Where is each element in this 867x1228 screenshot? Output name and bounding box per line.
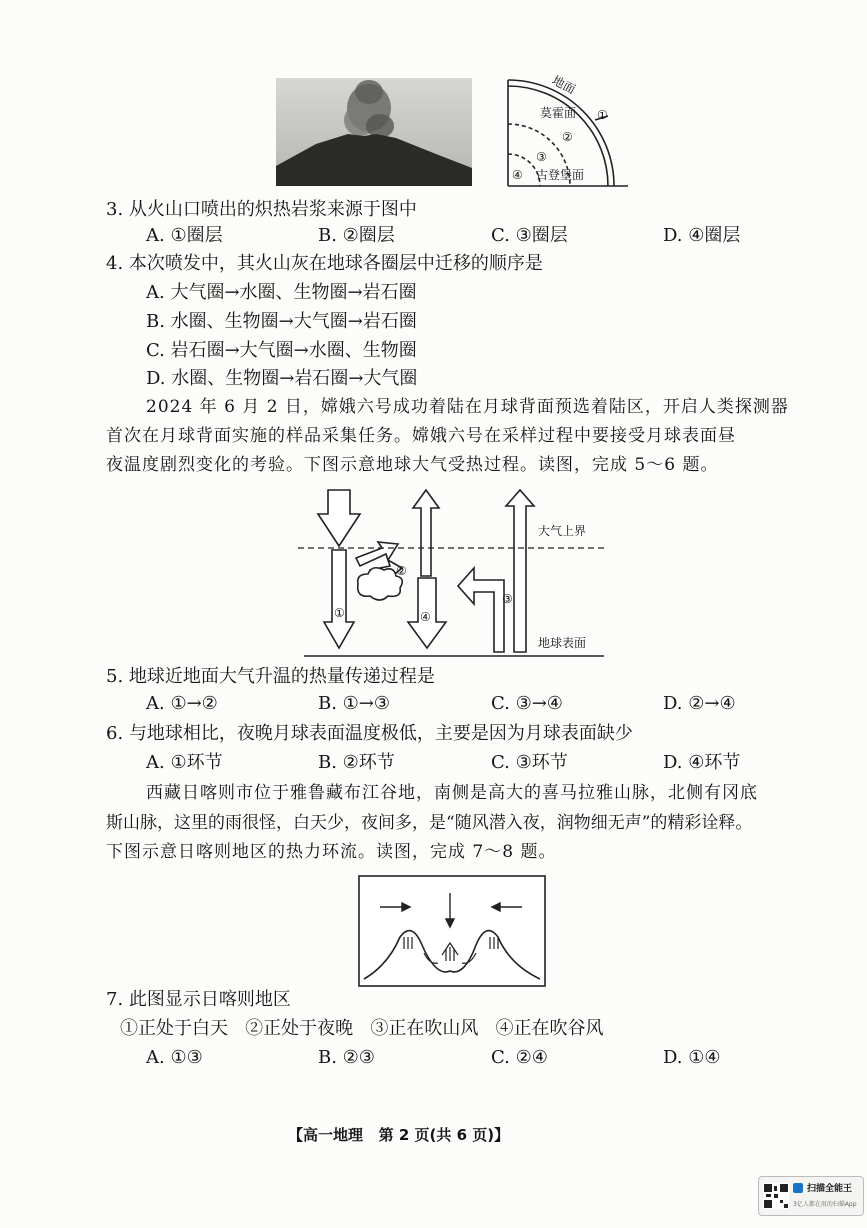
question-5-option-a[interactable]: A. ①→② [146, 693, 218, 714]
question-6-stem: 6. 与地球相比，夜晚月球表面温度极低，主要是因为月球表面缺少 [106, 723, 633, 744]
question-7-option-a[interactable]: A. ①③ [146, 1047, 203, 1068]
question-7-option-b[interactable]: B. ②③ [318, 1047, 375, 1068]
question-5-option-b[interactable]: B. ①→③ [318, 693, 391, 714]
arrow-solar-radiation [318, 490, 360, 546]
layer-marker-2: ② [562, 130, 573, 144]
moho-label: 莫霍面 [540, 106, 577, 120]
qr-code-icon [763, 1183, 789, 1209]
question-7-option-c[interactable]: C. ②④ [491, 1047, 548, 1068]
question-4-option-b[interactable]: B. 水圈、生物圈→大气圈→岩石圈 [146, 311, 417, 332]
question-3-option-b[interactable]: B. ②圈层 [318, 225, 395, 246]
question-5-stem: 5. 地球近地面大气升温的热量传递过程是 [106, 666, 435, 687]
question-4-option-a[interactable]: A. 大气圈→水圈、生物圈→岩石圈 [146, 282, 417, 303]
ground-label: 地面 [549, 73, 578, 97]
question-5-option-c[interactable]: C. ③→④ [491, 693, 563, 714]
question-6-option-c[interactable]: C. ③环节 [491, 752, 568, 773]
question-6-option-b[interactable]: B. ②环节 [318, 752, 395, 773]
question-3-stem: 3. 从火山口喷出的炽热岩浆来源于图中 [106, 199, 417, 220]
earth-layers-figure [500, 74, 630, 190]
passage-7-8-line-2: 斯山脉，这里的雨很怪，白天少，夜间多，是“随风潜入夜，润物细无声”的精彩诠释。 [106, 813, 753, 833]
heating-marker-4: ④ [420, 610, 431, 624]
question-3-option-d[interactable]: D. ④圈层 [663, 225, 741, 246]
layer-marker-1: ① [597, 108, 608, 122]
volcano-photo [276, 78, 472, 186]
atmosphere-top-label: 大气上界 [538, 524, 587, 538]
watermark-title: 扫描全能王 [807, 1184, 853, 1194]
question-4-stem: 4. 本次喷发中，其火山灰在地球各圈层中迁移的顺序是 [106, 253, 543, 274]
question-6-option-d[interactable]: D. ④环节 [663, 752, 741, 773]
arrow-ground-radiation-escape [506, 490, 534, 652]
question-3-option-c[interactable]: C. ③圈层 [491, 225, 568, 246]
passage-5-6-line-3: 夜温度剧烈变化的考验。下图示意地球大气受热过程。读图，完成 5～6 题。 [106, 455, 719, 475]
layer-marker-4: ④ [512, 168, 523, 182]
passage-5-6-line-2: 首次在月球背面实施的样品采集任务。嫦娥六号在采样过程中要接受月球表面昼 [106, 426, 736, 446]
arrow-ground-radiation [458, 568, 504, 652]
earth-surface-label: 地球表面 [538, 636, 587, 650]
scanner-logo-icon [793, 1183, 803, 1193]
atmosphere-heating-figure [298, 486, 608, 658]
question-3-option-a[interactable]: A. ①圈层 [146, 225, 223, 246]
question-5-option-d[interactable]: D. ②→④ [663, 693, 736, 714]
gutenberg-label: 古登堡面 [536, 168, 585, 182]
passage-5-6-line-1: 2024 年 6 月 2 日，嫦娥六号成功着陆在月球背面预选着陆区，开启人类探测器 [146, 397, 789, 417]
arrow-surface-absorption [324, 550, 354, 648]
page-footer: 【高一地理 第 2 页(共 6 页)】 [288, 1126, 510, 1144]
question-7-option-d[interactable]: D. ①④ [663, 1047, 721, 1068]
passage-7-8-line-3: 下图示意日喀则地区的热力环流。读图，完成 7～8 题。 [106, 842, 557, 862]
thermal-circulation-figure [358, 875, 546, 987]
question-6-option-a[interactable]: A. ①环节 [146, 752, 223, 773]
passage-7-8-line-1: 西藏日喀则市位于雅鲁藏布江谷地，南侧是高大的喜马拉雅山脉，北侧有冈底 [146, 783, 758, 803]
layer-marker-3: ③ [536, 150, 547, 164]
scanner-watermark [758, 1176, 864, 1216]
question-7-statements: ①正处于白天 ②正处于夜晚 ③正在吹山风 ④正在吹谷风 [120, 1018, 604, 1039]
heating-marker-3: ③ [502, 592, 513, 606]
volcano-eruption-illustration [276, 78, 472, 186]
heating-marker-1: ① [334, 606, 345, 620]
watermark-subtitle: 3亿人都在用的扫描App [793, 1201, 857, 1208]
question-7-stem: 7. 此图显示日喀则地区 [106, 989, 291, 1010]
question-4-option-c[interactable]: C. 岩石圈→大气圈→水圈、生物圈 [146, 340, 417, 361]
heating-marker-2: ② [396, 564, 407, 578]
question-4-option-d[interactable]: D. 水圈、生物圈→岩石圈→大气圈 [146, 368, 418, 389]
arrow-atmospheric-radiation-up [413, 490, 439, 576]
